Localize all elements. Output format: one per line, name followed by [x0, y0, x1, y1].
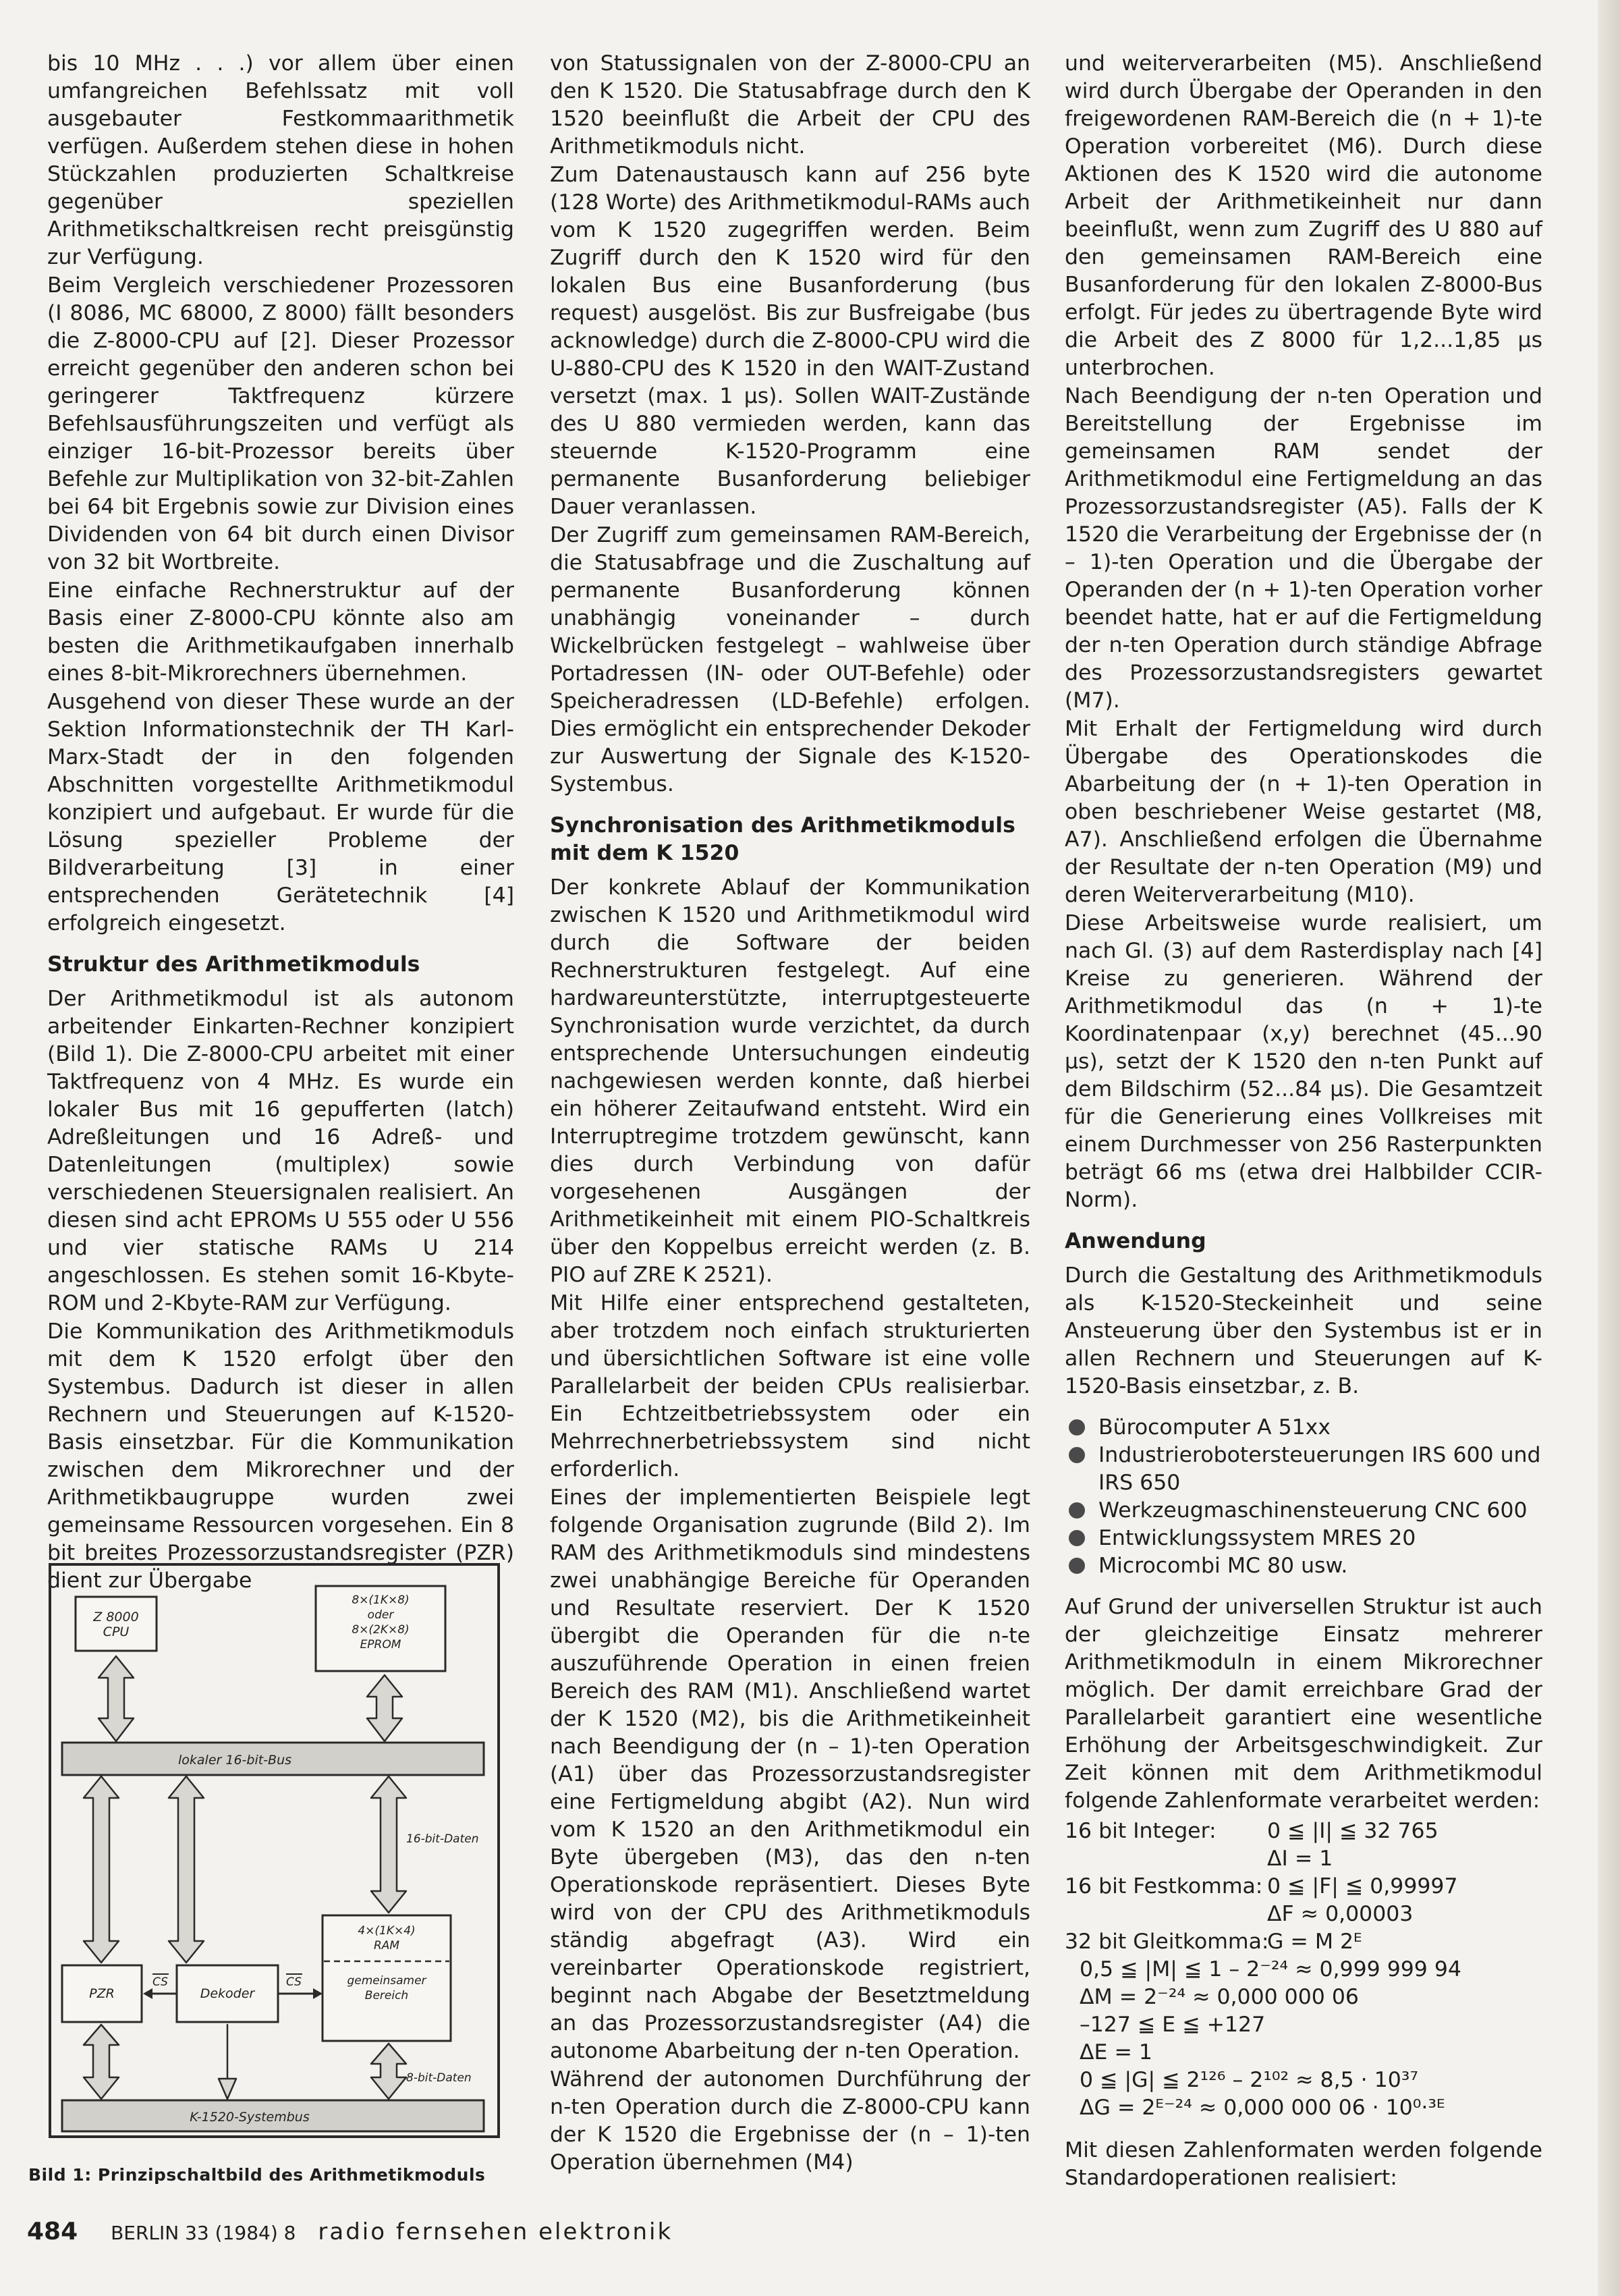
format-label: 16 bit Festkomma: [1065, 1874, 1263, 1898]
local-bus-label: lokaler 16-bit-Bus [177, 1753, 292, 1768]
format-range: 0,5 ≦ |M| ≦ 1 – 2⁻²⁴ ≈ 0,999 999 94 [1080, 1957, 1461, 1981]
paragraph: Durch die Gestaltung des Arithmetikmoduls als K-1520-Steckeinheit und seine Ansteuerung über den Systembus ist er in allen Rechnern und Steuerungen auf K-1520-Basis einsetzbar, z. B. [1065, 1263, 1542, 1398]
block-diagram-figure [27, 1562, 526, 2156]
paragraph: Ausgehend von dieser These wurde an der Sektion Informationstechnik der TH Karl-Marx-Stadt der in den folgenden Abschnitten vorgestellte Arithmetikmodul konzipiert und aufgebaut. Er wurde für die Lösung spezieller Probleme der Bildverarbeitung [3] in einer entsprechenden Gerätetechnik [4] erfolgreich eingesetzt. [47, 690, 514, 935]
pzr-system-bus-arrow [84, 2025, 119, 2099]
section-heading: Struktur des Arithmetikmoduls [47, 952, 420, 977]
list-item: Werkzeugmaschinensteuerung CNC 600 [1065, 1497, 1542, 1525]
cs-arrowhead [313, 1988, 323, 1999]
number-formats [1065, 1817, 1542, 2122]
eprom-label: EPROM [360, 1638, 401, 1651]
block-diagram [27, 1562, 526, 2156]
format-range: 0 ≦ |G| ≦ 2¹²⁶ – 2¹⁰² ≈ 8,5 · 10³⁷ [1080, 2068, 1419, 2092]
eprom-label: 8×(1K×8) [352, 1593, 410, 1607]
format-delta: ΔE = 1 [1080, 2040, 1152, 2065]
format-delta: ΔI = 1 [1267, 1847, 1333, 1871]
system-bus-label: K-1520-Systembus [190, 2110, 310, 2125]
data8-label: 8-bit-Daten [406, 2071, 472, 2085]
paragraph: Mit diesen Zahlenformaten werden folgende Standardoperationen realisiert: [1065, 2138, 1542, 2190]
ram-system-bus-arrow [371, 2044, 406, 2099]
cpu-label: Z 8000 [93, 1610, 139, 1624]
paragraph: Während der autonomen Durchführung der n-ten Operation durch die Z-8000-CPU kann der K 1520 die Ergebnisse der (n – 1)-ten Operation übernehmen (M4) [550, 2067, 1030, 2175]
ram-bus-arrow [371, 1776, 406, 1913]
format-label: 16 bit Integer: [1065, 1819, 1217, 1843]
paragraph: Mit Hilfe einer entsprechend gestalteten, aber trotzdem noch einfach strukturierten und übersichtlichen Software ist eine volle Parallelarbeit der beiden CPUs realisierbar. Ein Echtzeitbetriebssystem oder ein Mehrrechnerbetriebssystem sind nicht erforderlich. [550, 1291, 1030, 1481]
format-range: 0 ≦ |F| ≦ 0,99997 [1267, 1874, 1458, 1898]
paragraph: und weiterverarbeiten (M5). Anschließend wird durch Übergabe der Operanden in den freigewordenen RAM-Bereich die (n + 1)-te Operation vorbereitet (M6). Durch diese Aktionen des K 1520 wird die autonome Arbeit der Arithmetikeinheit nur dann beeinflußt, wenn zum Zugriff des U 880 auf den gemeinsamen RAM-Bereich eine Busanforderung für den lokalen Z-8000-Bus erfolgt. Für jedes zu übertragende Byte wird die Arbeit des Z 8000 für 1,2...1,85 µs unterbrochen. [1065, 51, 1542, 380]
paragraph: von Statussignalen von der Z-8000-CPU an den K 1520. Die Statusabfrage durch den K 1520 beeinflußt die Arbeit der CPU des Arithmetikmoduls nicht. [550, 51, 1030, 159]
cpu-bus-arrow [99, 1656, 134, 1741]
format-definition: G = M 2ᴱ [1267, 1930, 1362, 1954]
format-delta: ΔF ≈ 0,00003 [1267, 1902, 1414, 1926]
paragraph: Beim Vergleich verschiedener Prozessoren (I 8086, MC 68000, Z 8000) fällt besonders die Z-8000-CPU auf [2]. Dieser Prozessor erreicht gegenüber den anderen schon bei geringerer Taktfrequenz kürzere Befehlsausführungszeiten und verfügt als einziger 16-bit-Prozessor bereits über Befehle zur Multiplikation von 32-bit-Zahlen bei 64 bit Ergebnis sowie zur Division eines Dividenden von 64 bit durch einen Divisor von 32 bit Wortbreite. [47, 273, 514, 574]
dekoder-system-bus-arrow [219, 2025, 236, 2099]
format-range: 0 ≦ |I| ≦ 32 765 [1267, 1819, 1439, 1843]
ram-label: 4×(1K×4) [358, 1924, 416, 1938]
format-delta: ΔG = 2ᴱ⁻²⁴ ≈ 0,000 000 06 · 10⁰·³ᴱ [1080, 2096, 1445, 2120]
ram-label: RAM [373, 1939, 400, 1952]
section-heading: Synchronisation des Arithmetikmoduls mit dem K 1520 [550, 813, 1015, 865]
paragraph: Mit Erhalt der Fertigmeldung wird durch Übergabe des Operationskodes die Abarbeitung der (n + 1)-ten Operation in oben beschriebener Weise gestartet (M8, A7). Anschließend erfolgen die Übernahme der Resultate der n-ten Operation (M9) und deren Weiterverarbeitung (M10). [1065, 717, 1542, 907]
paragraph: Nach Beendigung der n-ten Operation und Bereitstellung der Ergebnisse im gemeinsamen RAM sendet der Arithmetikmodul eine Fertigmeldung an das Prozessorzustandsregister (A5). Falls der K 1520 die Verarbeitung der Ergebnisse der (n – 1)-ten Operation und die Übergabe der Operanden der (n + 1)-ten Operation vorher beendet hatte, hat er auf die Fertigmeldung der n-ten Operation durch ständige Abfrage des Prozessorzustandsregisters gewartet (M7). [1065, 384, 1542, 713]
paragraph: Diese Arbeitsweise wurde realisiert, um nach Gl. (3) auf dem Rasterdisplay nach [4] Kreise zu generieren. Während der Arithmetikmodul das (n + 1)-te Koordinatenpaar (x,y) berechnet (45...90 µs), setzt der K 1520 den n-ten Punkt auf dem Bildschirm (52...84 µs). Die Gesamtzeit für die Generierung eines Vollkreises mit einem Durchmesser von 256 Rasterpunkten beträgt 66 ms (etwa drei Halbbilder CCIR-Norm). [1065, 911, 1542, 1212]
section-heading: Anwendung [1065, 1229, 1206, 1253]
shared-area-label: Bereich [364, 1989, 409, 2002]
cs-label: CS [286, 1975, 302, 1989]
list-item: Bürocomputer A 51xx [1065, 1414, 1542, 1442]
dekoder-label: Dekoder [200, 1986, 255, 2001]
page-footer [27, 2218, 1039, 2245]
list-item: Microcombi MC 80 usw. [1065, 1552, 1542, 1580]
shared-area-label: gemeinsamer [347, 1974, 426, 1988]
list-item: Industrierobotersteuerungen IRS 600 und IRS 650 [1065, 1442, 1542, 1497]
application-list [1065, 1414, 1542, 1580]
format-label: 32 bit Gleitkomma: [1065, 1930, 1269, 1954]
eprom-label: 8×(2K×8) [352, 1623, 410, 1637]
paragraph: Der Zugriff zum gemeinsamen RAM-Bereich, die Statusabfrage und die Zuschaltung auf permanente Busanforderung können unabhängig voneinander – durch Wickelbrücken festgelegt – wahlweise über Portadressen (IN- oder OUT-Befehle) oder Speicheradressen (LD-Befehle) erfolgen. Dies ermöglicht ein entsprechender Dekoder zur Auswertung der Signale des K-1520-Systembus. [550, 523, 1030, 796]
paragraph: Die Kommunikation des Arithmetikmoduls mit dem K 1520 erfolgt über den Systembus. Dadurch ist dieser in allen Rechnern und Steuerungen auf K-1520-Basis einsetzbar. Für die Kommunikation zwischen dem Mikrorechner und der Arithmetikbaugruppe wurden zwei gemeinsame Ressourcen vorgesehen. Ein 8 bit breites Prozessorzustandsregister (PZR) dient zur Übergabe [47, 1319, 514, 1593]
figure-caption: Bild 1: Prinzipschaltbild des Arithmetikmoduls [28, 2165, 486, 2185]
paragraph: Der konkrete Ablauf der Kommunikation zwischen K 1520 und Arithmetikmodul wird durch die Software der beiden Rechnerstrukturen festgelegt. Auf eine hardwareunterstützte, interruptgesteuerte Synchronisation wurde verzichtet, da durch entsprechende Untersuchungen eindeutig nachgewiesen werden konnte, daß hierbei ein höherer Zeitaufwand entsteht. Wird ein Interruptregime trotzdem gewünscht, kann dies durch Verbindung von dafür vorgesehenen Ausgängen der Arithmetikeinheit mit einem PIO-Schaltkreis über den Koppelbus erreicht werden (z. B. PIO auf ZRE K 2521). [550, 875, 1030, 1287]
paragraph: Der Arithmetikmodul ist als autonom arbeitender Einkarten-Rechner konzipiert (Bild 1). Die Z-8000-CPU arbeitet mit einer Taktfrequenz von 4 MHz. Es wurde ein lokaler Bus mit 16 gepufferten (latch) Adreßleitungen und 16 Adreß- und Datenleitungen (multiplex) sowie verschiedenen Steuersignalen realisiert. An diesen sind acht EPROMs U 555 oder U 556 und vier statische RAMs U 214 angeschlossen. Es stehen somit 16-Kbyte-ROM und 2-Kbyte-RAM zur Verfügung. [47, 987, 514, 1315]
cs-arrowhead [143, 1988, 152, 1999]
paragraph: Eines der implementierten Beispiele legt folgende Organisation zugrunde (Bild 2). Im RAM des Arithmetikmoduls sind mindestens zwei unabhängige Bereiche für Operanden und Resultate reserviert. Der K 1520 übergibt die Operanden für die n-te auszuführende Operation in einen freien Bereich des RAM (M1). Anschließend wartet der K 1520 (M2), bis die Arithmetikeinheit nach Beendigung der (n – 1)-ten Operation (A1) über das Prozessorzustandsregister eine Fertigmeldung abgibt (A2). Nun wird vom K 1520 an den Arithmetikmodul ein Byte übergeben (M3), das den n-ten Operationskode repräsentiert. Dieses Byte wird von der CPU des Arithmetikmoduls ständig abgefragt (A3). Wird ein vereinbarter Operationskode registriert, beginnt nach Abgabe der Besetztmeldung an das Prozessorzustandsregister (A4) die autonome Abarbeitung der n-ten Operation. [550, 1485, 1030, 2063]
column-2 [550, 50, 1030, 2177]
page-number: 484 [27, 2218, 78, 2245]
column-3 [1065, 50, 1542, 2193]
magazine-title: radio fernsehen elektronik [318, 2218, 673, 2245]
format-range: –127 ≦ E ≦ +127 [1080, 2013, 1266, 2037]
issue-info: BERLIN 33 (1984) 8 [111, 2222, 296, 2244]
cs-label: CS [152, 1975, 168, 1989]
paragraph: Zum Datenaustausch kann auf 256 byte (128 Worte) des Arithmetikmodul-RAMs auch vom K 1520 zugegriffen werden. Beim Zugriff durch den K 1520 wird für den lokalen Bus eine Busanforderung (bus request) ausgelöst. Bis zur Busfreigabe (bus acknowledge) durch die Z-8000-CPU wird die U-880-CPU des K 1520 in den WAIT-Zustand versetzt (max. 1 µs). Sollen WAIT-Zustände des U 880 vermieden werden, kann das steuernde K-1520-Programm eine permanente Busanforderung beliebiger Dauer veranlassen. [550, 163, 1030, 519]
paragraph: bis 10 MHz . . .) vor allem über einen umfangreichen Befehlssatz mit voll ausgebauter Festkommaarithmetik verfügen. Außerdem stehen diese in hohen Stückzahlen produzierten Schaltkreise gegenüber speziellen Arithmetikschaltkreisen recht preisgünstig zur Verfügung. [47, 51, 514, 269]
data16-label: 16-bit-Daten [406, 1832, 479, 1846]
eprom-bus-arrow [367, 1675, 402, 1741]
eprom-label: oder [367, 1608, 394, 1622]
page-edge [1598, 0, 1620, 2296]
format-delta: ΔM = 2⁻²⁴ ≈ 0,000 000 06 [1080, 1985, 1359, 2009]
column-1 [47, 50, 514, 1595]
pzr-bus-arrow [84, 1776, 119, 1963]
list-item: Entwicklungssystem MRES 20 [1065, 1525, 1542, 1552]
paragraph: Eine einfache Rechnerstruktur auf der Basis einer Z-8000-CPU könnte also am besten die Arithmetikaufgaben innerhalb eines 8-bit-Mikrorechners übernehmen. [47, 578, 514, 686]
cpu-sublabel: CPU [103, 1624, 130, 1639]
pzr-label: PZR [89, 1986, 115, 2001]
dekoder-bus-arrow [169, 1776, 204, 1963]
paragraph: Auf Grund der universellen Struktur ist auch der gleichzeitige Einsatz mehrerer Arithmetikmoduln in einem Mikrorechner möglich. Der damit erreichbare Grad der Parallelarbeit garantiert eine wesentliche Erhöhung der Arbeitsgeschwindigkeit. Zur Zeit können mit dem Arithmetikmodul folgende Zahlenformate verarbeitet werden: [1065, 1595, 1542, 1813]
